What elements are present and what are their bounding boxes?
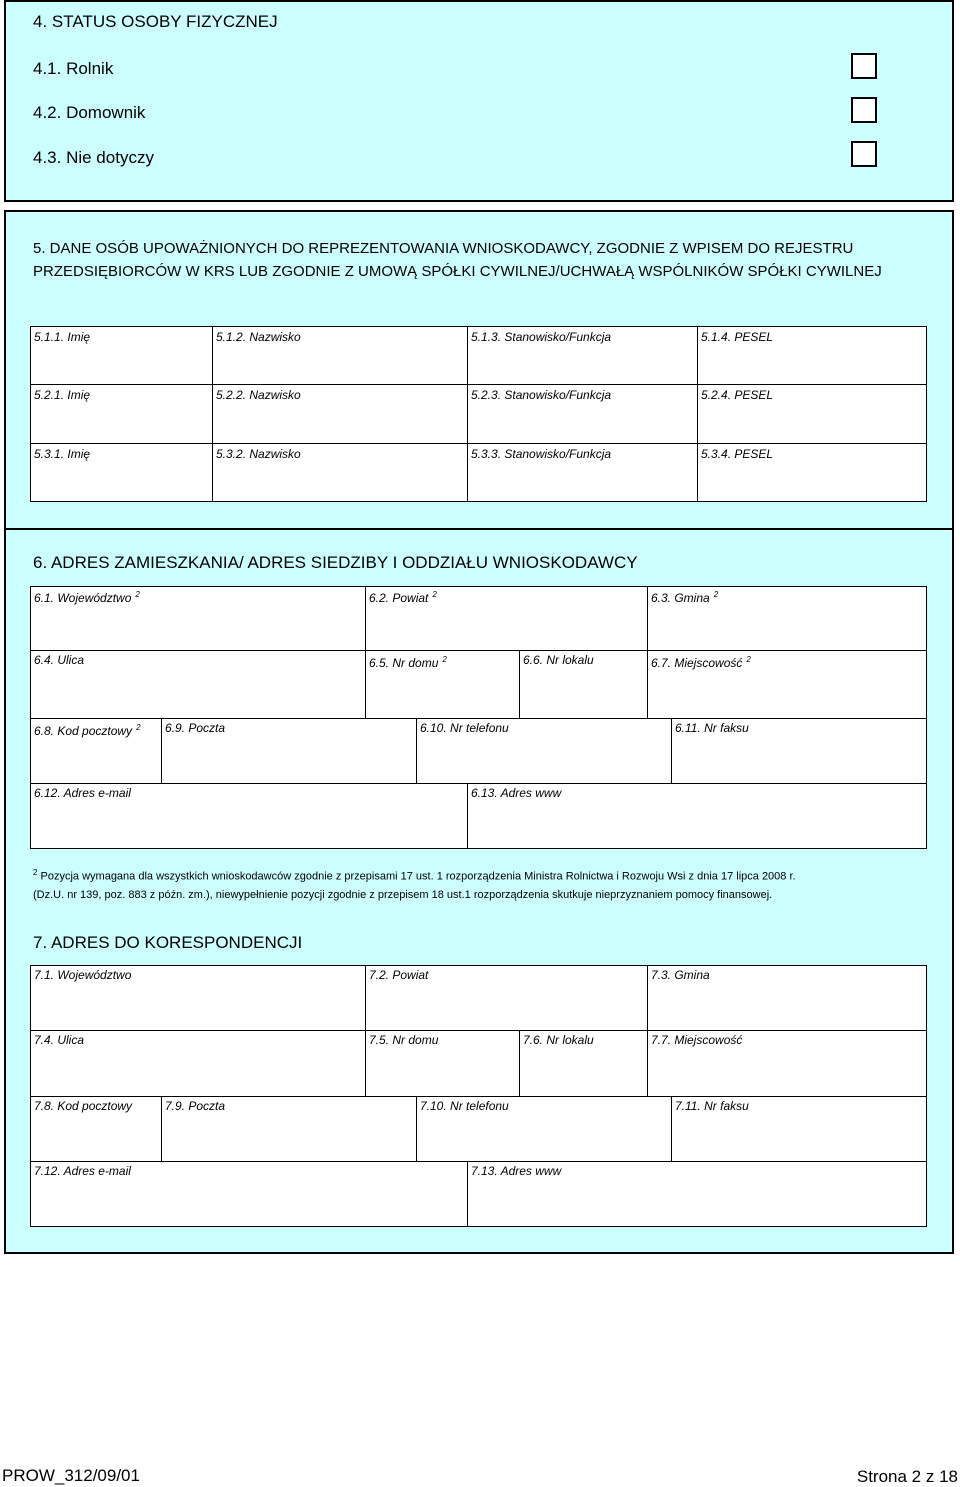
field-5-2-3-stanowisko[interactable]: 5.2.3. Stanowisko/Funkcja (471, 388, 612, 402)
field-6-11-nr-faksu[interactable]: 6.11. Nr faksu (675, 721, 749, 735)
field-7-3-gmina[interactable]: 7.3. Gmina (651, 968, 710, 982)
field-7-6-nr-lokalu[interactable]: 7.6. Nr lokalu (523, 1033, 594, 1047)
field-6-2-powiat[interactable]: 6.2. Powiat $^2$ (369, 590, 437, 605)
section-5-title: 5. DANE OSÓB UPOWAŻNIONYCH DO REPREZENTOWANIA WNIOSKODAWCY, ZGODNIE Z WPISEM DO REJESTRU PRZEDSIĘBIORCÓW W KRS LUB ZGODNIE Z UMOWĄ SPÓŁKI CYWILNEJ/UCHWAŁĄ WSPÓLNIKÓW SPÓŁKI CYWILNEJ (33, 240, 882, 280)
field-5-1-4-pesel[interactable]: 5.1.4. PESEL (701, 330, 774, 344)
checkbox-rolnik[interactable] (851, 53, 877, 79)
footnote: $^2$ Pozycja wymagana dla wszystkich wnioskodawców zgodnie z przepisami 17 ust. 1 rozporządzenia Ministra Rolnictwa i Rozwoju Wsi z dnia 17 lipca 2008 r. (Dz.U. nr 139, poz. 883 z późn. zm.), niewypełnienie pozycji zgodnie z przepisem 18 ust.1 rozporządzenia skutkuje nieprzyznaniem pomocy finansowej. (33, 868, 796, 901)
field-7-2-powiat[interactable]: 7.2. Powiat (369, 968, 429, 982)
field-6-8-kod-pocztowy[interactable]: 6.8. Kod pocztowy $^2$ (34, 723, 141, 738)
field-7-7-miejscowosc[interactable]: 7.7. Miejscowość (651, 1033, 743, 1047)
field-7-12-adres-email[interactable]: 7.12. Adres e-mail (34, 1164, 131, 1178)
field-5-2-1-imie[interactable]: 5.2.1. Imię (34, 388, 91, 402)
field-6-1-wojewodztwo[interactable]: 6.1. Województwo $^2$ (34, 590, 140, 605)
field-6-6-nr-lokalu[interactable]: 6.6. Nr lokalu (523, 653, 594, 667)
field-5-3-1-imie[interactable]: 5.3.1. Imię (34, 447, 91, 461)
field-5-3-3-stanowisko[interactable]: 5.3.3. Stanowisko/Funkcja (471, 447, 612, 461)
field-7-4-ulica[interactable]: 7.4. Ulica (34, 1033, 85, 1047)
field-7-9-poczta[interactable]: 7.9. Poczta (165, 1099, 226, 1113)
field-5-1-3-stanowisko[interactable]: 5.1.3. Stanowisko/Funkcja (471, 330, 612, 344)
field-5-1-2-nazwisko[interactable]: 5.1.2. Nazwisko (216, 330, 301, 344)
field-7-10-nr-telefonu[interactable]: 7.10. Nr telefonu (420, 1099, 509, 1113)
field-7-11-nr-faksu[interactable]: 7.11. Nr faksu (675, 1099, 749, 1113)
field-7-8-kod-pocztowy[interactable]: 7.8. Kod pocztowy (34, 1099, 133, 1113)
option-nie-dotyczy-label: 4.3. Nie dotyczy (33, 148, 154, 167)
option-rolnik-label: 4.1. Rolnik (33, 59, 114, 78)
field-5-2-4-pesel[interactable]: 5.2.4. PESEL (701, 388, 774, 402)
field-5-3-4-pesel[interactable]: 5.3.4. PESEL (701, 447, 774, 461)
section-6-title: 6. ADRES ZAMIESZKANIA/ ADRES SIEDZIBY I ODDZIAŁU WNIOSKODAWCY (33, 553, 638, 572)
field-7-5-nr-domu[interactable]: 7.5. Nr domu (369, 1033, 439, 1047)
field-6-13-adres-www[interactable]: 6.13. Adres www (471, 786, 562, 800)
field-7-1-wojewodztwo[interactable]: 7.1. Województwo (34, 968, 132, 982)
field-6-9-poczta[interactable]: 6.9. Poczta (165, 721, 226, 735)
section-5-table (30, 326, 927, 502)
checkbox-nie-dotyczy[interactable] (851, 141, 877, 167)
section-4-title: 4. STATUS OSOBY FIZYCZNEJ (33, 12, 278, 31)
field-6-7-miejscowosc[interactable]: 6.7. Miejscowość $^2$ (651, 655, 751, 670)
field-5-1-1-imie[interactable]: 5.1.1. Imię (34, 330, 91, 344)
option-domownik-label: 4.2. Domownik (33, 103, 146, 122)
field-5-3-2-nazwisko[interactable]: 5.3.2. Nazwisko (216, 447, 301, 461)
section-divider (4, 528, 954, 530)
section-7-title: 7. ADRES DO KORESPONDENCJI (33, 933, 303, 952)
checkbox-domownik[interactable] (851, 97, 877, 123)
field-6-10-nr-telefonu[interactable]: 6.10. Nr telefonu (420, 721, 509, 735)
field-5-2-2-nazwisko[interactable]: 5.2.2. Nazwisko (216, 388, 301, 402)
field-6-5-nr-domu[interactable]: 6.5. Nr domu $^2$ (369, 655, 447, 670)
footer-form-code: PROW_312/09/01 (2, 1466, 140, 1485)
footer-page-number: Strona 2 z 18 (856, 1467, 958, 1486)
field-7-13-adres-www[interactable]: 7.13. Adres www (471, 1164, 562, 1178)
field-6-3-gmina[interactable]: 6.3. Gmina $^2$ (651, 590, 719, 605)
field-6-4-ulica[interactable]: 6.4. Ulica (34, 653, 85, 667)
field-6-12-adres-email[interactable]: 6.12. Adres e-mail (34, 786, 131, 800)
